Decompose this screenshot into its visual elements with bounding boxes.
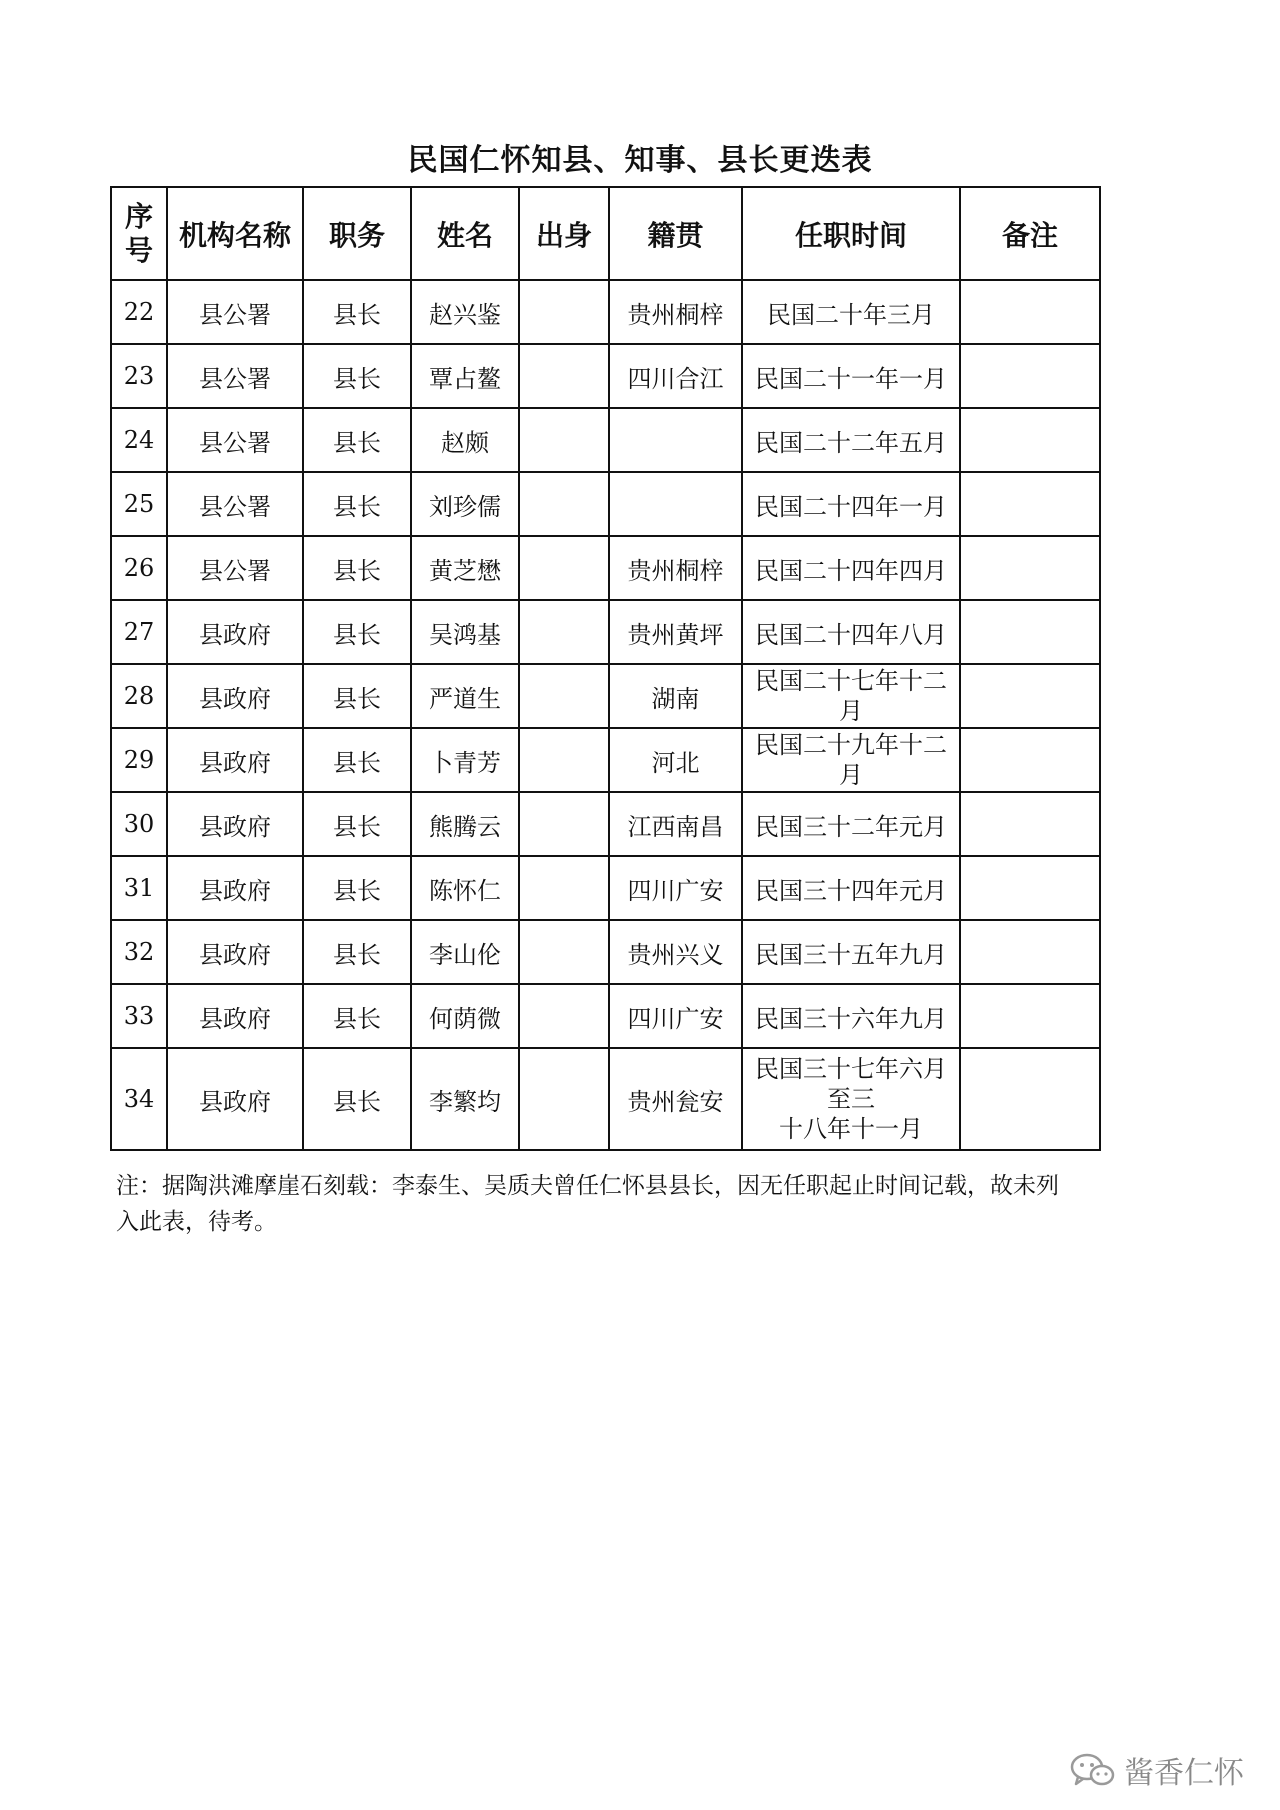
cell-native: 四川广安 [609, 984, 742, 1048]
cell-agency: 县政府 [167, 920, 303, 984]
cell-origin [519, 728, 609, 792]
cell-agency: 县公署 [167, 344, 303, 408]
cell-remarks [960, 472, 1100, 536]
cell-origin [519, 856, 609, 920]
cell-remarks [960, 280, 1100, 344]
cell-origin [519, 600, 609, 664]
cell-term: 民国三十二年元月 [742, 792, 960, 856]
cell-remarks [960, 600, 1100, 664]
cell-term: 民国三十五年九月 [742, 920, 960, 984]
cell-post: 县长 [303, 728, 411, 792]
cell-post: 县长 [303, 920, 411, 984]
cell-post: 县长 [303, 856, 411, 920]
cell-origin [519, 408, 609, 472]
cell-no: 23 [111, 344, 167, 408]
cell-term: 民国二十一年一月 [742, 344, 960, 408]
cell-term-line: 民国二十九年十二 [755, 731, 947, 759]
cell-native: 贵州瓮安 [609, 1048, 742, 1150]
watermark [1070, 1748, 1244, 1792]
cell-term: 民国三十六年九月 [742, 984, 960, 1048]
magistrate-table [110, 186, 1101, 1151]
cell-name: 卜青芳 [411, 728, 519, 792]
cell-native: 贵州黄坪 [609, 600, 742, 664]
header-no-line1: 序 [124, 199, 153, 233]
header-name: 姓名 [411, 187, 519, 280]
cell-term: 民国二十年三月 [742, 280, 960, 344]
watermark-text: 酱香仁怀 [1124, 1756, 1244, 1791]
cell-native: 四川广安 [609, 856, 742, 920]
table-row [111, 792, 1100, 856]
cell-agency: 县政府 [167, 664, 303, 728]
header-remarks: 备注 [960, 187, 1100, 280]
cell-no: 32 [111, 920, 167, 984]
cell-term-line: 至三 [827, 1085, 875, 1113]
cell-native: 湖南 [609, 664, 742, 728]
cell-origin [519, 536, 609, 600]
header-origin: 出身 [519, 187, 609, 280]
cell-name: 熊腾云 [411, 792, 519, 856]
cell-no: 25 [111, 472, 167, 536]
cell-agency: 县政府 [167, 856, 303, 920]
cell-no: 33 [111, 984, 167, 1048]
cell-no: 34 [111, 1048, 167, 1150]
table-row [111, 728, 1100, 792]
cell-post: 县长 [303, 472, 411, 536]
cell-name: 李繁均 [411, 1048, 519, 1150]
table-row [111, 920, 1100, 984]
table-row [111, 600, 1100, 664]
cell-post: 县长 [303, 792, 411, 856]
cell-term: 民国二十二年五月 [742, 408, 960, 472]
cell-no: 22 [111, 280, 167, 344]
cell-agency: 县政府 [167, 984, 303, 1048]
cell-term [742, 728, 960, 792]
cell-native: 贵州桐梓 [609, 280, 742, 344]
cell-name: 严道生 [411, 664, 519, 728]
cell-post: 县长 [303, 600, 411, 664]
cell-agency: 县政府 [167, 600, 303, 664]
table-row [111, 536, 1100, 600]
cell-remarks [960, 344, 1100, 408]
cell-native: 贵州兴义 [609, 920, 742, 984]
cell-post: 县长 [303, 536, 411, 600]
cell-no: 27 [111, 600, 167, 664]
cell-term: 民国二十四年一月 [742, 472, 960, 536]
header-agency: 机构名称 [167, 187, 303, 280]
cell-remarks [960, 1048, 1100, 1150]
cell-name: 赵兴鉴 [411, 280, 519, 344]
cell-no: 24 [111, 408, 167, 472]
cell-native [609, 408, 742, 472]
cell-term: 民国三十四年元月 [742, 856, 960, 920]
cell-no: 31 [111, 856, 167, 920]
cell-term-line: 月 [839, 761, 863, 789]
cell-origin [519, 664, 609, 728]
footnote: 注：据陶洪滩摩崖石刻载：李泰生、吴质夫曾任仁怀县县长，因无任职起止时间记载，故未列入此表，待考。 [116, 1173, 1059, 1235]
cell-native: 河北 [609, 728, 742, 792]
cell-name: 何荫微 [411, 984, 519, 1048]
cell-native: 贵州桐梓 [609, 536, 742, 600]
cell-name: 李山伦 [411, 920, 519, 984]
cell-name: 覃占鳌 [411, 344, 519, 408]
cell-origin [519, 472, 609, 536]
table-header-row [111, 187, 1100, 280]
cell-term-line: 十八年十一月 [779, 1115, 923, 1143]
cell-post: 县长 [303, 984, 411, 1048]
cell-remarks [960, 984, 1100, 1048]
cell-no: 30 [111, 792, 167, 856]
cell-post: 县长 [303, 664, 411, 728]
table-row [111, 408, 1100, 472]
cell-agency: 县政府 [167, 728, 303, 792]
cell-remarks [960, 664, 1100, 728]
table-row [111, 856, 1100, 920]
cell-term [742, 664, 960, 728]
cell-remarks [960, 920, 1100, 984]
cell-term-line: 月 [839, 697, 863, 725]
table-row [111, 344, 1100, 408]
cell-post: 县长 [303, 344, 411, 408]
cell-post: 县长 [303, 408, 411, 472]
cell-term-line: 民国二十七年十二 [755, 667, 947, 695]
cell-native [609, 472, 742, 536]
cell-remarks [960, 728, 1100, 792]
cell-remarks [960, 792, 1100, 856]
table-row [111, 472, 1100, 536]
cell-no: 26 [111, 536, 167, 600]
cell-origin [519, 280, 609, 344]
cell-agency: 县公署 [167, 408, 303, 472]
cell-agency: 县公署 [167, 472, 303, 536]
cell-remarks [960, 856, 1100, 920]
cell-native: 四川合江 [609, 344, 742, 408]
cell-native: 江西南昌 [609, 792, 742, 856]
cell-term [742, 1048, 960, 1150]
cell-origin [519, 344, 609, 408]
header-post: 职务 [303, 187, 411, 280]
header-no-line2: 号 [124, 233, 153, 267]
cell-name: 陈怀仁 [411, 856, 519, 920]
cell-agency: 县公署 [167, 280, 303, 344]
page-title: 民国仁怀知县、知事、县长更迭表 [407, 143, 873, 178]
wechat-icon [1070, 1752, 1116, 1788]
cell-no: 28 [111, 664, 167, 728]
cell-name: 吴鸿基 [411, 600, 519, 664]
cell-term: 民国二十四年八月 [742, 600, 960, 664]
header-term: 任职时间 [742, 187, 960, 280]
cell-remarks [960, 536, 1100, 600]
table-row [111, 280, 1100, 344]
cell-origin [519, 920, 609, 984]
cell-name: 赵颇 [411, 408, 519, 472]
table-row [111, 1048, 1100, 1150]
cell-term: 民国二十四年四月 [742, 536, 960, 600]
cell-origin [519, 792, 609, 856]
cell-agency: 县政府 [167, 1048, 303, 1150]
cell-agency: 县政府 [167, 792, 303, 856]
cell-post: 县长 [303, 280, 411, 344]
cell-origin [519, 984, 609, 1048]
cell-remarks [960, 408, 1100, 472]
cell-post: 县长 [303, 1048, 411, 1150]
cell-no: 29 [111, 728, 167, 792]
cell-term-line: 民国三十七年六月 [755, 1055, 947, 1083]
cell-origin [519, 1048, 609, 1150]
cell-name: 刘珍儒 [411, 472, 519, 536]
header-no [111, 187, 167, 280]
table-row [111, 984, 1100, 1048]
cell-name: 黄芝懋 [411, 536, 519, 600]
table-row [111, 664, 1100, 728]
header-native: 籍贯 [609, 187, 742, 280]
cell-agency: 县公署 [167, 536, 303, 600]
